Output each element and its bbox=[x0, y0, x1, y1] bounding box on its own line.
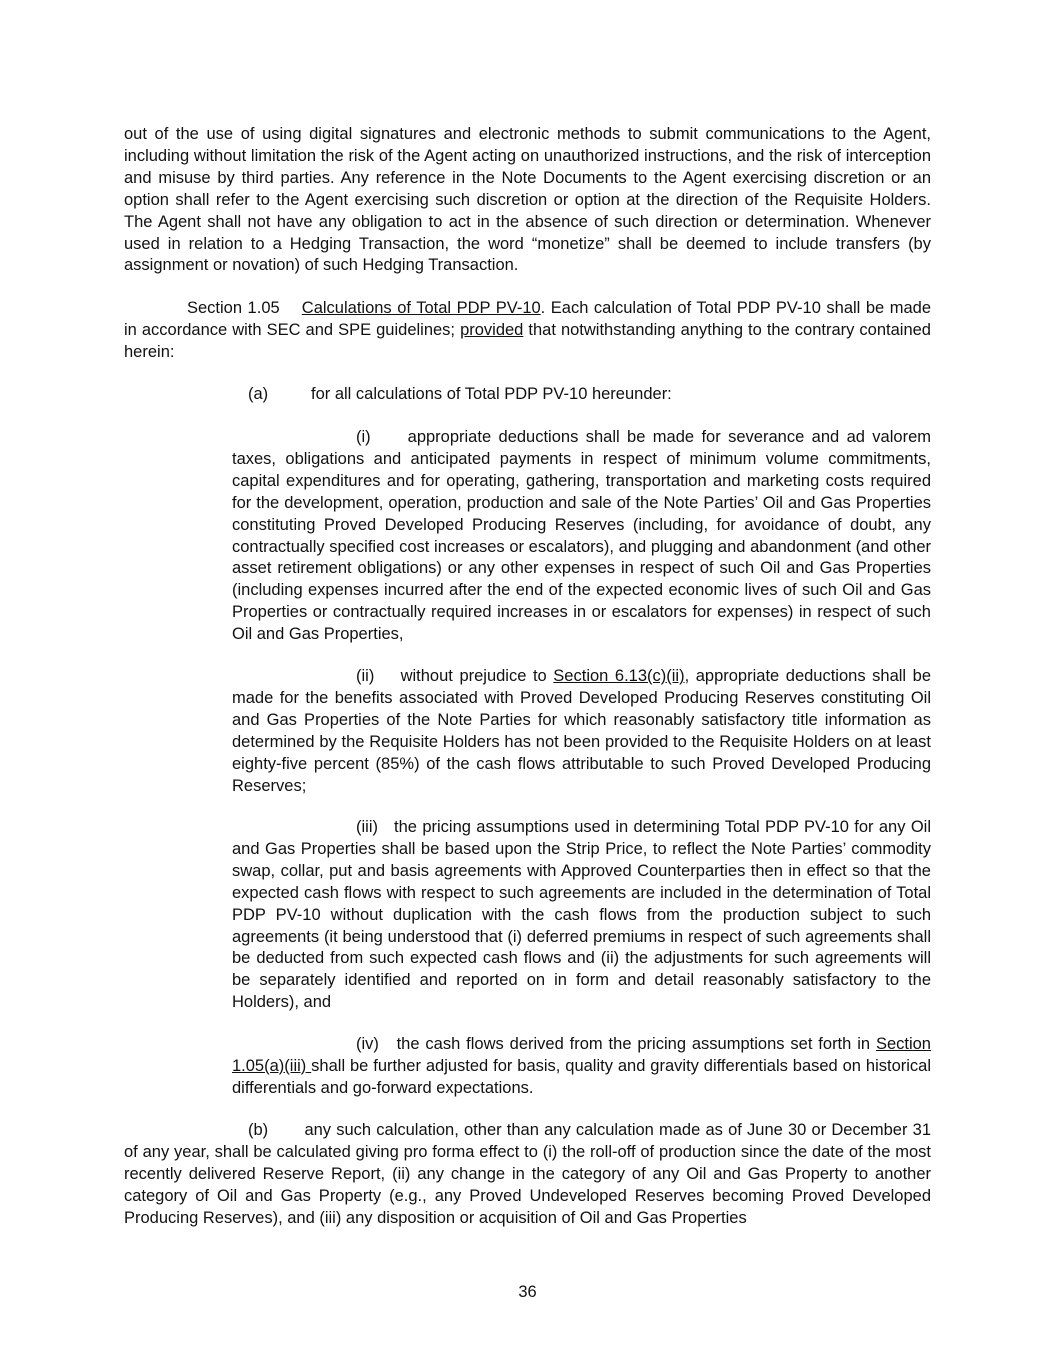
item-iv-label: (iv) bbox=[356, 1035, 379, 1053]
item-iv-text-1: the cash flows derived from the pricing assumptions set forth in bbox=[396, 1035, 876, 1053]
item-iii-text: the pricing assumptions used in determining Total PDP PV-10 for any Oil and Gas Properties shall be based upon the Strip Price, to reflect the Note Parties’ commodity swap, collar, put and basis agreements with Approved Counterparties then in effect so that the expected cash flows with respect to such agreements are included in the determination of Total PDP PV-10 without duplication with the cash flows from the production subject to such agreements (it being understood that (i) deferred premiums in respect of such agreements shall be deducted from such expected cash flows and (ii) the adjustments for such agreements will be separately identified and reported on in form and detail reasonably satisfactory to the Holders), and bbox=[232, 818, 931, 1012]
section-text-2: that notwithstanding anything to the contrary contained herein: bbox=[124, 320, 931, 361]
item-ii-text-1: without prejudice to bbox=[400, 667, 554, 685]
item-i-text: appropriate deductions shall be made for severance and ad valorem taxes, obligations and anticipated payments in respect of minimum volume commitments, capital expenditures and for operating, gathering, transportation and marketing costs required for the development, operation, production and sale of the Note Parties’ Oil and Gas Properties constituting Proved Developed Producing Reserves (including, for avoidance of doubt, any contractually specified cost increases or escalators), and plugging and abandonment (and other asset retirement obligations) or any other expenses in respect of such Oil and Gas Properties (including expenses incurred after the end of the expected economic lives of such Oil and Gas Properties or contractually required increases in or escalators for expenses) in respect of such Oil and Gas Properties, bbox=[232, 428, 931, 644]
item-iii-label: (iii) bbox=[356, 818, 378, 836]
section-1-05-paragraph bbox=[124, 298, 931, 364]
item-b-text: any such calculation, other than any calculation made as of June 30 or December 31 of any year, shall be calculated giving pro forma effect to (i) the roll-off of production since the date of the most recently delivered Reserve Report, (ii) any change in the category of any Oil and Gas Property to another category of Oil and Gas Property (e.g., any Proved Undeveloped Reserves becoming Proved Developed Producing Reserves), and (iii) any disposition or acquisition of Oil and Gas Properties bbox=[124, 1121, 932, 1227]
item-a-text: for all calculations of Total PDP PV-10 hereunder: bbox=[311, 385, 672, 403]
section-text-1: . Each calculation of Total PDP PV-10 shall be made in accordance with SEC and SPE guidelines; bbox=[124, 299, 932, 339]
section-6-13-ref: Section 6.13(c)(ii) bbox=[553, 667, 685, 685]
item-iii-paragraph bbox=[232, 817, 931, 1014]
item-b-label: (b) bbox=[248, 1121, 269, 1139]
item-ii-paragraph bbox=[232, 666, 931, 797]
item-i-label: (i) bbox=[356, 428, 371, 446]
item-b-paragraph bbox=[124, 1120, 931, 1230]
section-1-05-a-iii-ref: Section 1.05(a)(iii) bbox=[232, 1035, 931, 1075]
section-title: Calculations of Total PDP PV-10 bbox=[301, 299, 541, 317]
provided-term: provided bbox=[460, 320, 524, 339]
item-ii-label: (ii) bbox=[356, 667, 375, 685]
page-number: 36 bbox=[518, 1283, 537, 1301]
section-number: Section 1.05 bbox=[187, 299, 280, 317]
item-iv-paragraph bbox=[232, 1034, 931, 1100]
item-iv-text-2: shall be further adjusted for basis, quality and gravity differentials based on historical differentials and go-forward expectations. bbox=[232, 1056, 931, 1097]
intro-paragraph: out of the use of using digital signatures and electronic methods to submit communications to the Agent, including without limitation the risk of the Agent acting on unauthorized instructions, and the risk of interception and misuse by third parties. Any reference in the Note Documents to the Agent exercising discretion or an option shall refer to the Agent exercising such discretion or option at the direction of the Requisite Holders. The Agent shall not have any obligation to act in the absence of such direction or determination. Whenever used in relation to a Hedging Transaction, the word “monetize” shall be deemed to include transfers (by assignment or novation) of such Hedging Transaction. bbox=[124, 125, 931, 275]
item-i-paragraph bbox=[232, 427, 931, 646]
item-a-label: (a) bbox=[248, 385, 269, 403]
item-ii-text-2: , appropriate deductions shall be made for the benefits associated with Proved Developed Producing Reserves constituting Oil and Gas Properties of the Note Parties for which reasonably satisfactory title information as determined by the Requisite Holders has not been provided to the Requisite Holders on at least eighty-five percent (85%) of the cash flows attributable to such Proved Developed Producing Reserves; bbox=[232, 667, 931, 795]
